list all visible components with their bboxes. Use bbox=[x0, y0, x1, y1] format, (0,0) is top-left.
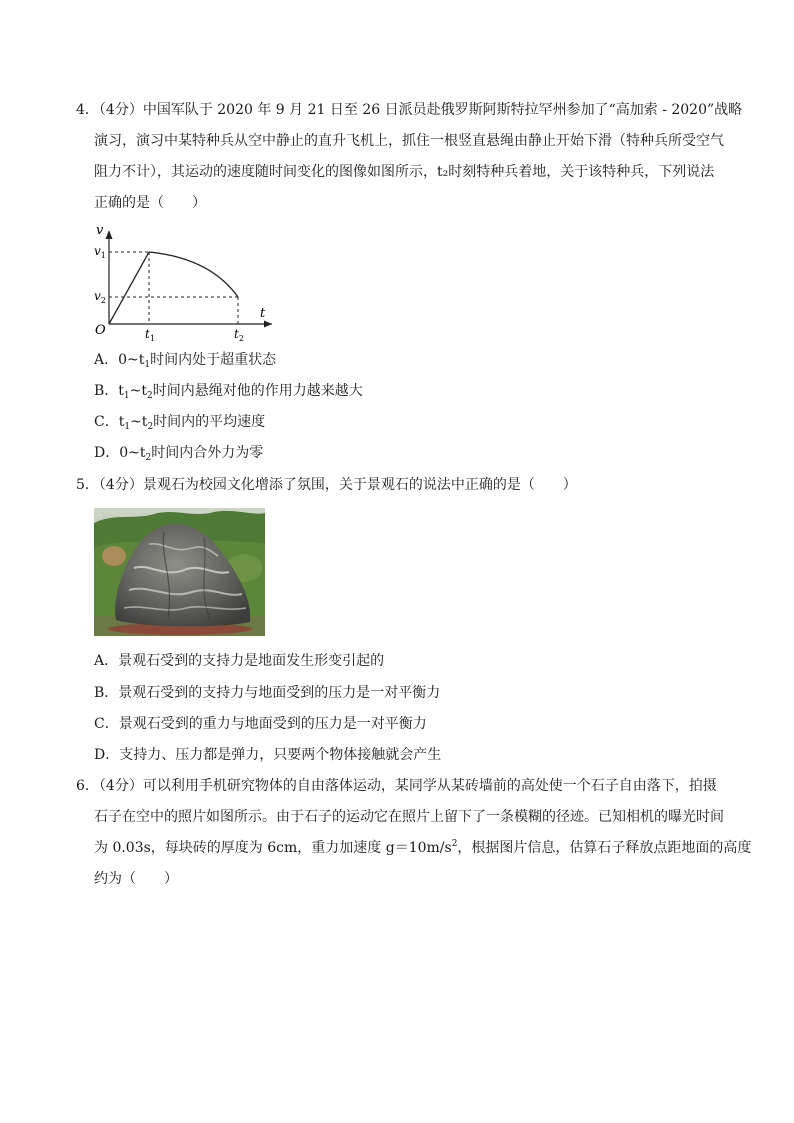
velocity-time-graph bbox=[92, 222, 282, 347]
q4-option-c: C．$t_1\sim t_2$时间内的平均速度 bbox=[94, 414, 266, 432]
landscape-rock-photo bbox=[94, 508, 265, 636]
t-axis-arrow bbox=[264, 321, 272, 328]
v2-label: $v_2$ bbox=[94, 289, 106, 305]
q4-stem-line-4: 正确的是（ ） bbox=[94, 195, 206, 211]
v1-label: $v_1$ bbox=[94, 244, 106, 260]
vt-graph-svg bbox=[92, 222, 282, 347]
decel-curve bbox=[149, 252, 238, 297]
t2-label: $t_2$ bbox=[234, 327, 244, 343]
v-axis-label: v bbox=[96, 223, 104, 238]
q6-stem-line-2: 石子在空中的照片如图所示。由于石子的运动它在照片上留下了一条模糊的径迹。已知相机的曝光时间 bbox=[94, 809, 724, 825]
q5-option-b: B．景观石受到的支持力与地面受到的压力是一对平衡力 bbox=[94, 685, 441, 701]
q4-option-b: B．$t_1\sim t_2$时间内悬绳对他的作用力越来越大 bbox=[94, 383, 363, 401]
q6-stem-line-3: 为 0.03s，每块砖的厚度为 6cm，重力加速度 $g=10m/s^2$，根据图片信息，估算石子释放点距地面的高度 bbox=[94, 839, 752, 856]
q4-option-d: D．$0\sim t_2$时间内合外力为零 bbox=[94, 445, 264, 463]
q5-stem-line-1: 5．（4分）景观石为校园文化增添了氛围，关于景观石的说法中正确的是（ ） bbox=[76, 477, 577, 493]
q6-stem-line-4: 约为（ ） bbox=[94, 871, 178, 887]
v-axis-arrow bbox=[106, 230, 113, 239]
origin-label: O bbox=[95, 323, 106, 338]
accel-segment bbox=[109, 252, 149, 324]
t1-label: $t_1$ bbox=[145, 327, 155, 343]
q4-stem-line-1: 4．（4分）中国军队于 2020 年 9 月 21 日至 26 日派员赴俄罗斯阿斯特拉罕州参加了“高加索 - 2020”战略 bbox=[76, 102, 743, 118]
q4-stem-line-3: 阻力不计），其运动的速度随时间变化的图像如图所示，t₂时刻特种兵着地，关于该特种兵，下列说法 bbox=[94, 164, 715, 180]
q4-stem-line-2: 演习，演习中某特种兵从空中静止的直升飞机上，抓住一根竖直悬绳由静止开始下滑（特种兵所受空气 bbox=[94, 133, 724, 149]
q5-option-d: D．支持力、压力都是弹力，只要两个物体接触就会产生 bbox=[94, 747, 442, 763]
rock-photo-svg bbox=[94, 508, 265, 636]
q5-option-a: A．景观石受到的支持力是地面发生形变引起的 bbox=[94, 653, 385, 669]
t-axis-label: t bbox=[260, 306, 266, 321]
q6-stem-line-1: 6．（4分）可以利用手机研究物体的自由落体运动，某同学从某砖墙前的高处使一个石子自由落下，拍摄 bbox=[76, 778, 717, 794]
q4-option-a: A．$0\sim t_1$时间内处于超重状态 bbox=[94, 352, 277, 370]
q5-option-c: C．景观石受到的重力与地面受到的压力是一对平衡力 bbox=[94, 716, 427, 732]
